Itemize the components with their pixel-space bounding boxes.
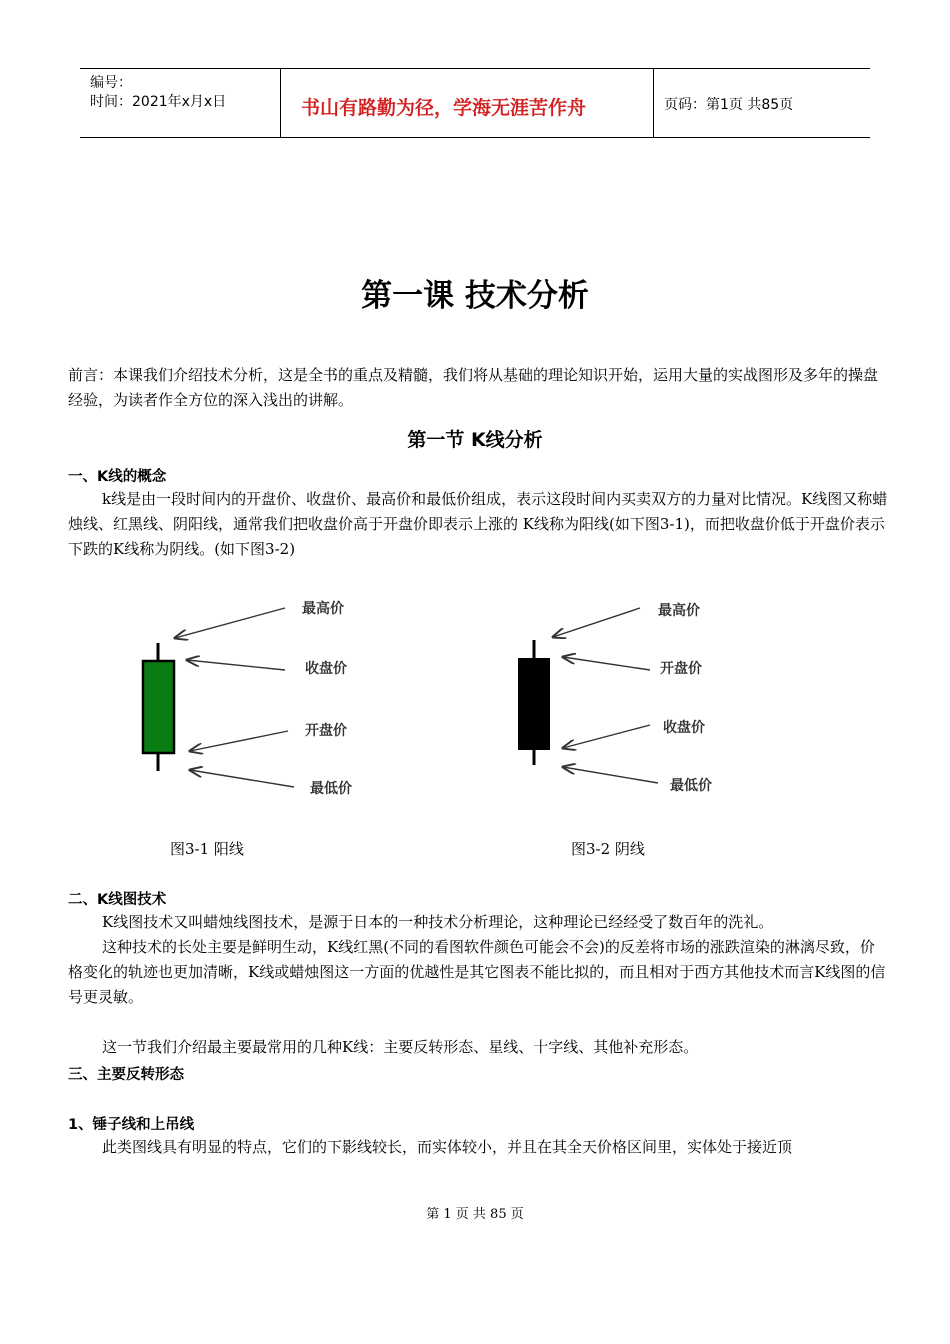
page-header (80, 68, 870, 138)
concept-heading: 一、K线的概念 (68, 469, 167, 485)
number-label: 编号： (90, 75, 132, 91)
yin-label-close: 收盘价 (663, 720, 705, 736)
reversal-heading: 三、主要反转形态 (68, 1067, 184, 1083)
yang-candle-body (143, 661, 174, 753)
concept-paragraph: k线是由一段时间内的开盘价、收盘价、最高价和最低价组成，表示这段时间内买卖双方的力量对比情况。K线图又称蜡烛线、红黑线、阴阳线，通常我们把收盘价高于开盘价即表示上涨的 K线称为阳线(如下图3-1)，而把收盘价低于开盘价表示下跌的K线称为阴线。(如下图3-2) (68, 490, 888, 558)
page-footer: 第 1 页 共 85 页 (426, 1207, 524, 1222)
page-title: 第一课 技术分析 (361, 278, 589, 314)
yin-candle-body (519, 659, 549, 749)
technique-heading: 二、K线图技术 (68, 892, 167, 908)
yin-label-open: 开盘价 (660, 661, 702, 677)
yang-arrows (175, 608, 294, 787)
motto: 书山有路勤为径，学海无涯苦作舟 (301, 97, 587, 119)
header-meta-cell (80, 69, 281, 137)
yin-candle (519, 640, 549, 765)
yin-label-high: 最高价 (658, 603, 700, 619)
yin-arrows (553, 608, 658, 783)
technique-paragraph-1: K线图技术又叫蜡烛线图技术，是源于日本的一种技术分析理论，这种理论已经经受了数百年的洗礼。 (102, 913, 774, 931)
time-label: 时间：2021年x月x日 (90, 94, 227, 110)
technique-paragraph-2: 这种技术的长处主要是鲜明生动，K线红黑(不同的看图软件颜色可能会不会)的反差将市场的涨跌渲染的淋漓尽致，价格变化的轨迹也更加清晰，K线或蜡烛图这一方面的优越性是其它图表不能比拟的，而且相对于西方其他技术而言K线图的信号更灵敏。 (68, 938, 886, 1006)
page-info: 页码：第1页 共85页 (664, 97, 794, 113)
yang-label-close: 收盘价 (305, 661, 347, 677)
caption-yin: 图3-2 阴线 (571, 840, 645, 858)
hammer-paragraph: 此类图线具有明显的特点，它们的下影线较长，而实体较小，并且在其全天价格区间里，实体处于接近顶 (102, 1138, 793, 1156)
candlestick-figures (0, 585, 950, 815)
hammer-subheading: 1、锤子线和上吊线 (68, 1117, 195, 1133)
yin-label-low: 最低价 (670, 778, 712, 794)
yang-candle (143, 643, 174, 771)
yang-label-open: 开盘价 (305, 723, 347, 739)
header-motto-cell (281, 69, 654, 137)
technique-paragraph-3: 这一节我们介绍最主要最常用的几种K线：主要反转形态、星线、十字线、其他补充形态。 (102, 1038, 699, 1056)
preface-paragraph: 前言：本课我们介绍技术分析，这是全书的重点及精髓，我们将从基础的理论知识开始，运用大量的实战图形及多年的操盘经验，为读者作全方位的深入浅出的讲解。 (68, 366, 879, 409)
header-page-cell (654, 69, 870, 137)
section-title: 第一节 K线分析 (407, 429, 543, 451)
yang-label-high: 最高价 (302, 601, 344, 617)
yang-label-low: 最低价 (310, 781, 352, 797)
caption-yang: 图3-1 阳线 (170, 840, 244, 858)
